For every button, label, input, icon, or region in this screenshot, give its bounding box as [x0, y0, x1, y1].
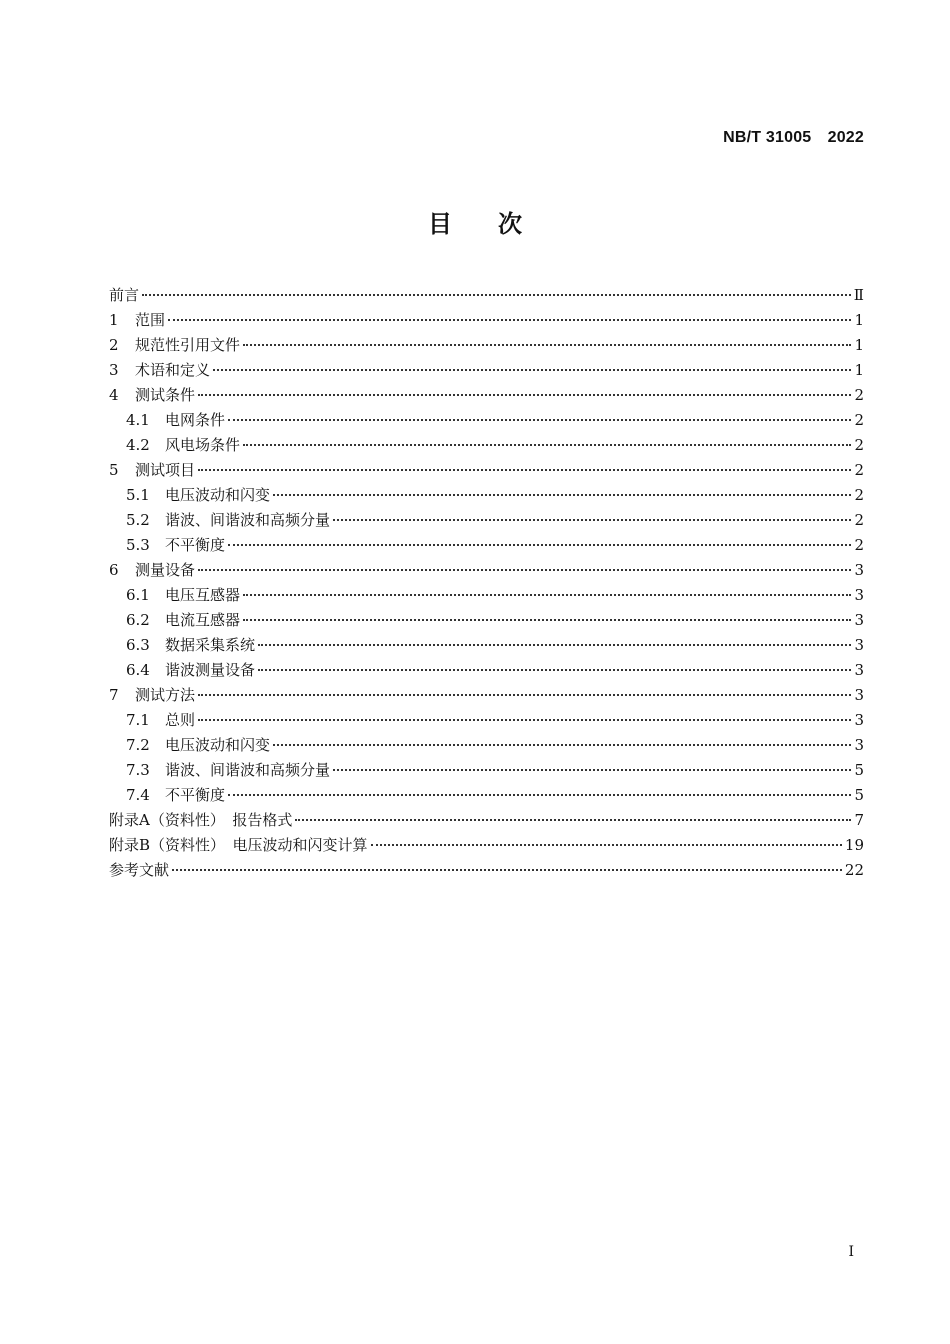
toc-entry-number: 4	[109, 386, 119, 404]
toc-entry[interactable]	[109, 508, 864, 533]
toc-entry[interactable]	[109, 283, 864, 308]
toc-entry-page: 3	[854, 636, 864, 654]
toc-entry-number: 7	[109, 686, 119, 704]
dot-leader	[243, 444, 851, 446]
toc-entry-number: 5	[109, 461, 119, 479]
toc-entry-page: 2	[854, 536, 864, 554]
toc-entry-label: 谐波、间谐波和高频分量	[165, 761, 331, 779]
toc-entry[interactable]	[109, 633, 864, 658]
toc-entry-number: 5.2	[126, 511, 150, 529]
toc-entry[interactable]	[109, 533, 864, 558]
toc-entry-number: 7.4	[126, 786, 150, 804]
toc-entry-number: 7.1	[126, 711, 150, 729]
toc-entry-page: 3	[854, 661, 864, 679]
dot-leader	[228, 544, 851, 546]
toc-entry[interactable]	[109, 783, 864, 808]
toc-entry-page: 2	[854, 411, 864, 429]
toc-entry-number: 1	[109, 311, 119, 329]
toc-entry-label: 不平衡度	[165, 786, 226, 804]
dot-leader	[198, 394, 851, 396]
toc-entry[interactable]	[109, 683, 864, 708]
toc-entry[interactable]	[109, 433, 864, 458]
page-number: Ⅰ	[848, 1244, 854, 1260]
dot-leader	[228, 794, 851, 796]
toc-entry[interactable]	[109, 583, 864, 608]
dot-leader	[198, 694, 851, 696]
toc-entry-number: 2	[109, 336, 119, 354]
toc-entry-label: 谐波测量设备	[165, 661, 256, 679]
toc-entry-page: 7	[854, 811, 864, 829]
dot-leader	[333, 769, 851, 771]
toc-entry-page: 3	[854, 686, 864, 704]
toc-entry-number: 3	[109, 361, 119, 379]
toc-entry-number: 6.1	[126, 586, 150, 604]
toc-entry-page: 5	[854, 761, 864, 779]
dot-leader	[172, 869, 842, 871]
dot-leader	[333, 519, 851, 521]
toc-entry-label: 电压波动和闪变	[165, 486, 271, 504]
toc-entry[interactable]	[109, 558, 864, 583]
dot-leader	[258, 644, 851, 646]
toc-entry-label: 前言	[109, 286, 140, 304]
table-of-contents	[109, 283, 864, 883]
toc-entry[interactable]	[109, 758, 864, 783]
dot-leader	[142, 294, 851, 296]
toc-entry[interactable]	[109, 458, 864, 483]
toc-entry[interactable]	[109, 358, 864, 383]
toc-entry[interactable]	[109, 483, 864, 508]
dot-leader	[198, 719, 851, 721]
toc-entry-number: 5.3	[126, 536, 150, 554]
toc-entry-label: 谐波、间谐波和高频分量	[165, 511, 331, 529]
toc-entry-page: 1	[854, 361, 864, 379]
toc-entry-label: 参考文献	[109, 861, 170, 879]
toc-entry[interactable]	[109, 858, 864, 883]
toc-entry-number: 6.3	[126, 636, 150, 654]
standard-code: NB/T 31005 2022	[723, 129, 864, 146]
toc-entry-page: 19	[844, 836, 864, 854]
toc-entry-number: 7.3	[126, 761, 150, 779]
toc-entry-page: 2	[854, 511, 864, 529]
toc-entry-number: 6	[109, 561, 119, 579]
dot-leader	[228, 419, 851, 421]
toc-entry-label: 范围	[135, 311, 166, 329]
toc-entry-label: 附录A（资料性） 报告格式	[109, 811, 293, 829]
dot-leader	[198, 469, 851, 471]
toc-entry-number: 4.1	[126, 411, 150, 429]
dot-leader	[243, 594, 851, 596]
toc-entry[interactable]	[109, 383, 864, 408]
toc-entry[interactable]	[109, 333, 864, 358]
dot-leader	[295, 819, 851, 821]
toc-entry-number: 6.2	[126, 611, 150, 629]
toc-entry-page: 2	[854, 486, 864, 504]
toc-entry-label: 风电场条件	[165, 436, 241, 454]
dot-leader	[273, 494, 851, 496]
toc-entry[interactable]	[109, 733, 864, 758]
toc-entry-page: 2	[854, 386, 864, 404]
dot-leader	[371, 844, 842, 846]
toc-entry-number: 6.4	[126, 661, 150, 679]
toc-entry-page: 5	[854, 786, 864, 804]
toc-entry-page: 2	[854, 436, 864, 454]
toc-entry[interactable]	[109, 833, 864, 858]
toc-entry-page: 3	[854, 586, 864, 604]
dot-leader	[243, 344, 851, 346]
toc-entry[interactable]	[109, 658, 864, 683]
dot-leader	[198, 569, 851, 571]
toc-entry-label: 总则	[165, 711, 196, 729]
toc-entry-label: 电流互感器	[165, 611, 241, 629]
dot-leader	[243, 619, 851, 621]
dot-leader	[273, 744, 851, 746]
toc-entry-page: 1	[854, 336, 864, 354]
toc-entry-page: 3	[854, 561, 864, 579]
toc-entry-page: 3	[854, 711, 864, 729]
toc-entry-label: 电网条件	[165, 411, 226, 429]
toc-entry-label: 电压互感器	[165, 586, 241, 604]
toc-entry-number: 4.2	[126, 436, 150, 454]
toc-entry-number: 7.2	[126, 736, 150, 754]
toc-entry-page: 3	[854, 736, 864, 754]
toc-entry-label: 电压波动和闪变	[165, 736, 271, 754]
toc-entry-page: Ⅱ	[853, 286, 864, 304]
toc-entry-page: 2	[854, 461, 864, 479]
toc-entry[interactable]	[109, 408, 864, 433]
toc-entry[interactable]	[109, 808, 864, 833]
toc-entry-label: 规范性引用文件	[135, 336, 241, 354]
toc-entry-page: 1	[854, 311, 864, 329]
toc-entry-label: 测试方法	[135, 686, 196, 704]
toc-entry-page: 22	[844, 861, 864, 879]
toc-entry[interactable]	[109, 608, 864, 633]
toc-entry-label: 测试条件	[135, 386, 196, 404]
toc-entry-label: 测量设备	[135, 561, 196, 579]
toc-entry-label: 术语和定义	[135, 361, 211, 379]
toc-title: 目次	[428, 210, 568, 238]
toc-entry[interactable]	[109, 308, 864, 333]
dot-leader	[168, 319, 851, 321]
toc-entry-label: 数据采集系统	[165, 636, 256, 654]
toc-entry[interactable]	[109, 708, 864, 733]
toc-entry-label: 测试项目	[135, 461, 196, 479]
dot-leader	[213, 369, 851, 371]
toc-entry-label: 附录B（资料性） 电压波动和闪变计算	[109, 836, 368, 854]
toc-entry-label: 不平衡度	[165, 536, 226, 554]
toc-entry-page: 3	[854, 611, 864, 629]
toc-entry-number: 5.1	[126, 486, 150, 504]
dot-leader	[258, 669, 851, 671]
